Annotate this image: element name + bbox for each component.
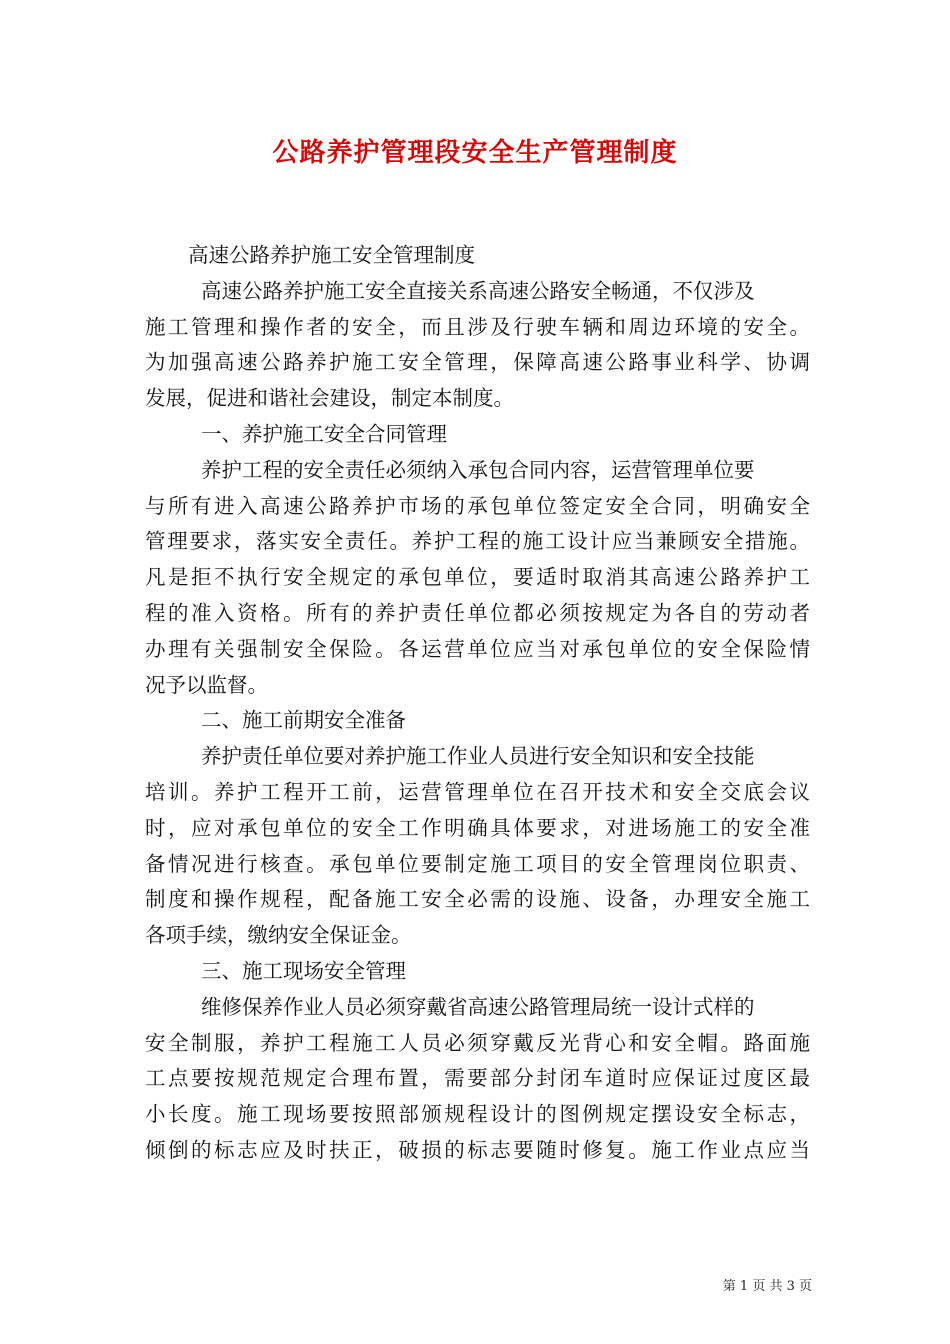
body-text-line: 倾倒的标志应及时扶正，破损的标志要随时修复。施工作业点应当 [145, 1137, 810, 1162]
body-text-line: 维修保养作业人员必须穿戴省高速公路管理局统一设计式样的 [201, 994, 755, 1019]
body-text-line: 为加强高速公路养护施工安全管理，保障高速公路事业科学、协调 [145, 350, 810, 375]
body-text-line: 一、养护施工安全合同管理 [201, 421, 447, 446]
body-text-line: 备情况进行核查。承包单位要制定施工项目的安全管理岗位职责、 [145, 851, 810, 876]
body-text-line: 工点要按规范规定合理布置，需要部分封闭车道时应保证过度区最 [145, 1066, 810, 1091]
body-text-line: 安全制服，养护工程施工人员必须穿戴反光背心和安全帽。路面施 [145, 1030, 810, 1055]
body-text-line: 养护责任单位要对养护施工作业人员进行安全知识和安全技能 [201, 744, 755, 769]
body-text-line: 管理要求，落实安全责任。养护工程的施工设计应当兼顾安全措施。 [145, 529, 810, 554]
body-text-line: 况予以监督。 [145, 672, 268, 697]
body-text-line: 二、施工前期安全准备 [201, 708, 406, 733]
body-text-line: 高速公路养护施工安全直接关系高速公路安全畅通，不仅涉及 [201, 278, 755, 303]
body-text-line: 三、施工现场安全管理 [201, 958, 406, 983]
body-text-line: 施工管理和操作者的安全，而且涉及行驶车辆和周边环境的安全。 [145, 314, 810, 339]
body-text-line: 发展，促进和谐社会建设，制定本制度。 [145, 386, 514, 411]
body-text-line: 小长度。施工现场要按照部颁规程设计的图例规定摆设安全标志， [145, 1102, 810, 1127]
body-text-line: 养护工程的安全责任必须纳入承包合同内容，运营管理单位要 [201, 457, 755, 482]
document-title: 公路养护管理段安全生产管理制度 [272, 138, 678, 168]
body-text-line: 培训。养护工程开工前，运营管理单位在召开技术和安全交底会议 [145, 779, 810, 804]
body-text-line: 制度和操作规程，配备施工安全必需的设施、设备，办理安全施工 [145, 887, 810, 912]
body-text-line: 办理有关强制安全保险。各运营单位应当对承包单位的安全保险情 [145, 636, 810, 661]
body-text-line: 程的准入资格。所有的养护责任单位都必须按规定为各自的劳动者 [145, 600, 810, 625]
body-text-line: 凡是拒不执行安全规定的承包单位，要适时取消其高速公路养护工 [145, 565, 810, 590]
body-text-line: 与所有进入高速公路养护市场的承包单位签定安全合同，明确安全 [145, 493, 810, 518]
page-number: 第 1 页 共 3 页 [722, 1279, 812, 1294]
document-body [145, 238, 810, 1169]
body-text-line: 高速公路养护施工安全管理制度 [188, 243, 475, 267]
body-text-line: 时，应对承包单位的安全工作明确具体要求，对进场施工的安全准 [145, 815, 810, 840]
body-text-line: 各项手续，缴纳安全保证金。 [145, 923, 412, 948]
